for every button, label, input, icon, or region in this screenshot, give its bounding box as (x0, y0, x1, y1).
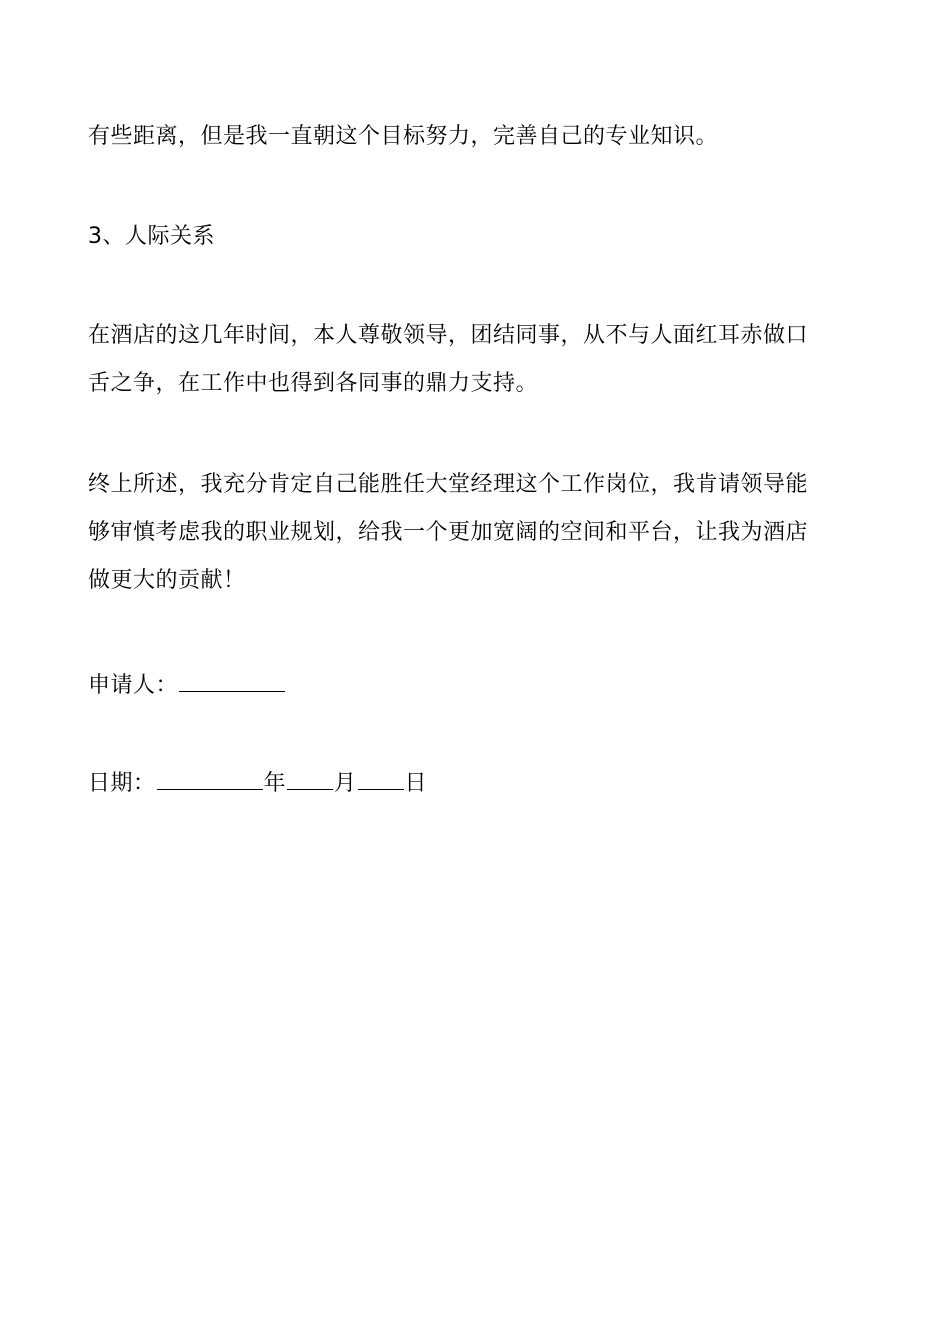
month-label: 月 (334, 771, 357, 796)
applicant-line (88, 669, 286, 701)
paragraph-3-line-3: 做更大的贡献！ (88, 568, 246, 593)
day-label: 日 (404, 771, 428, 796)
applicant-label: 申请人： (88, 673, 179, 698)
date-line (88, 767, 427, 799)
paragraph-2-line-1: 在酒店的这几年时间，本人尊敬领导，团结同事，从不与人面红耳赤做口 (88, 323, 809, 348)
date-label: 日期： (88, 771, 156, 796)
day-blank[interactable] (358, 767, 404, 790)
paragraph-3-line-1: 终上所述，我充分肯定自己能胜任大堂经理这个工作岗位，我肯请领导能 (88, 472, 809, 497)
year-label: 年 (263, 771, 287, 796)
section-3-heading: 3、人际关系 (88, 224, 215, 249)
applicant-blank[interactable] (179, 669, 285, 692)
paragraph-1-line-1: 有些距离，但是我一直朝这个目标努力，完善自己的专业知识。 (88, 124, 719, 149)
month-blank[interactable] (287, 767, 333, 790)
year-blank[interactable] (157, 767, 263, 790)
paragraph-3-line-2: 够审慎考虑我的职业规划，给我一个更加宽阔的空间和平台，让我为酒店 (88, 520, 809, 545)
paragraph-2-line-2: 舌之争，在工作中也得到各同事的鼎力支持。 (88, 371, 539, 396)
